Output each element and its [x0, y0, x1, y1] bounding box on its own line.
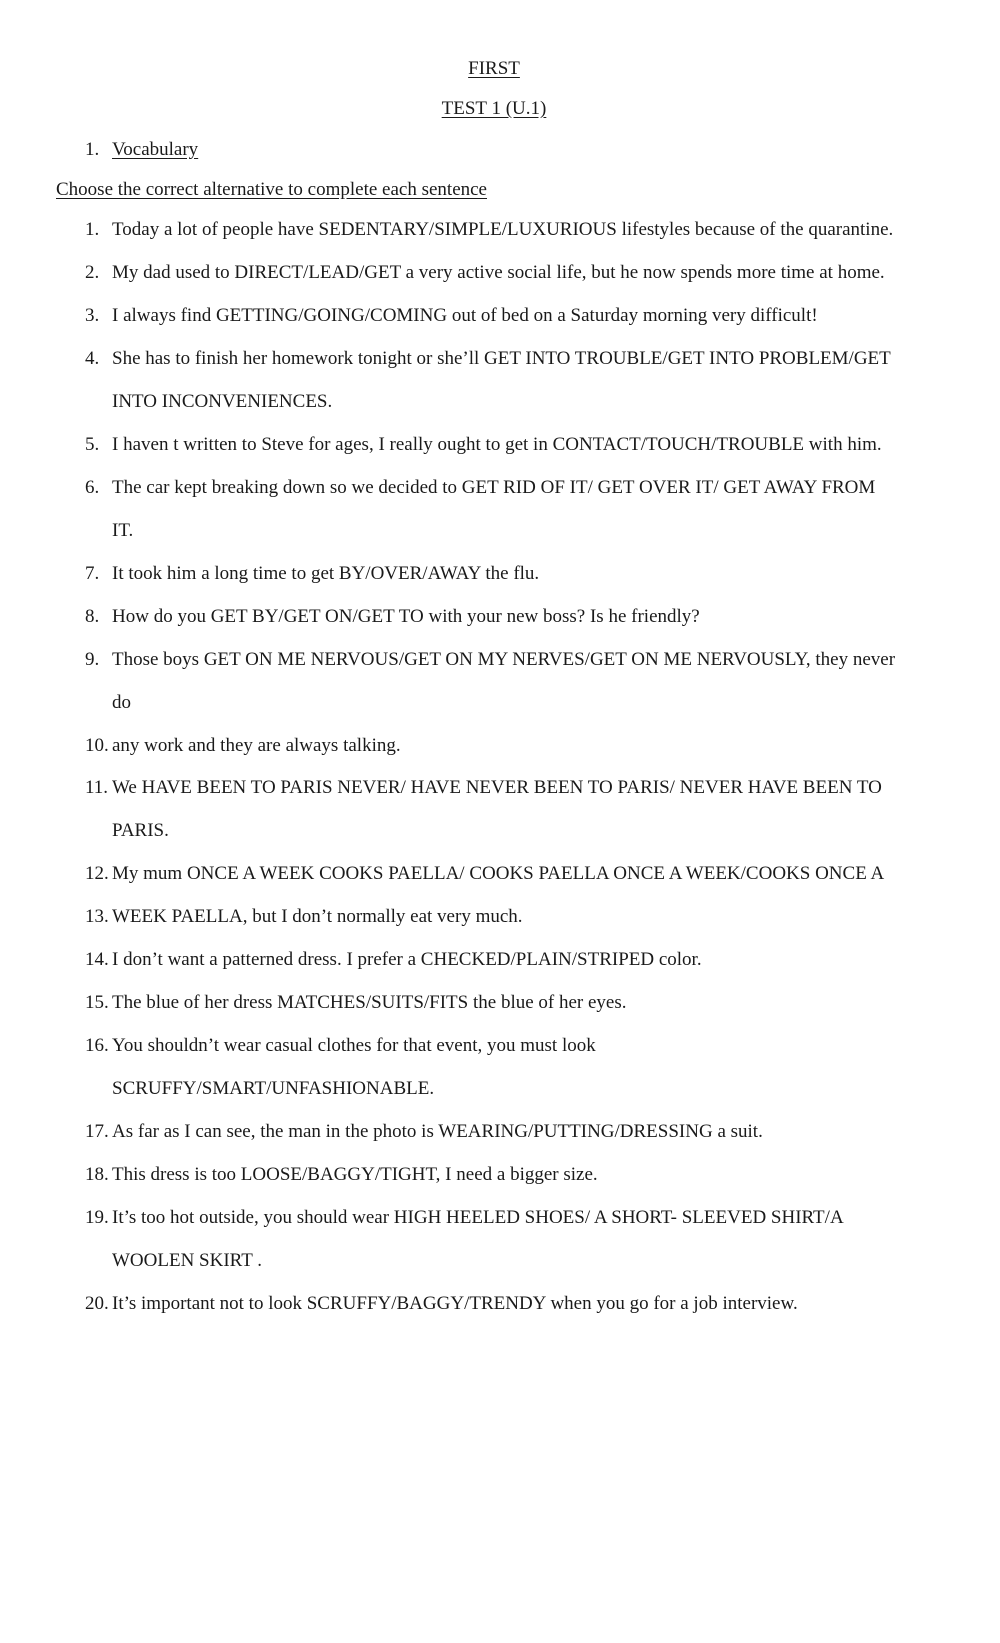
- item-text: Today a lot of people have SEDENTARY/SIMPLE/LUXURIOUS lifestyles because of the quarantine.: [112, 219, 894, 240]
- item-text: How do you GET BY/GET ON/GET TO with your new boss? Is he friendly?: [112, 606, 700, 627]
- item-text-continued: WOOLEN SKIRT .: [112, 1250, 262, 1271]
- item-text: My mum ONCE A WEEK COOKS PAELLA/ COOKS PAELLA ONCE A WEEK/COOKS ONCE A: [112, 863, 885, 884]
- item-text: You shouldn’t wear casual clothes for that event, you must look: [112, 1035, 596, 1056]
- item-number: 13.: [85, 906, 109, 927]
- item-text: It’s too hot outside, you should wear HIGH HEELED SHOES/ A SHORT- SLEEVED SHIRT/A: [112, 1207, 844, 1228]
- item-number: 2.: [85, 262, 100, 283]
- item-number: 1.: [85, 219, 100, 240]
- item-number: 18.: [85, 1164, 109, 1185]
- item-text: As far as I can see, the man in the photo is WEARING/PUTTING/DRESSING a suit.: [112, 1121, 763, 1142]
- item-text: It’s important not to look SCRUFFY/BAGGY/TRENDY when you go for a job interview.: [112, 1293, 798, 1314]
- item-text-continued: INTO INCONVENIENCES.: [112, 391, 333, 412]
- item-number: 6.: [85, 477, 100, 498]
- item-number: 7.: [85, 563, 100, 584]
- item-number: 10.: [85, 735, 109, 756]
- item-text: It took him a long time to get BY/OVER/AWAY the flu.: [112, 563, 540, 584]
- item-text: The blue of her dress MATCHES/SUITS/FITS the blue of her eyes.: [112, 992, 627, 1013]
- instruction: Choose the correct alternative to complete each sentence: [56, 179, 487, 200]
- section-number: 1.: [85, 139, 100, 160]
- item-number: 4.: [85, 348, 100, 369]
- item-text: Those boys GET ON ME NERVOUS/GET ON MY NERVES/GET ON ME NERVOUSLY, they never: [112, 649, 896, 670]
- item-number: 16.: [85, 1035, 109, 1056]
- item-number: 11.: [85, 777, 109, 798]
- item-number: 17.: [85, 1121, 109, 1142]
- test-subtitle: TEST 1 (U.1): [441, 98, 547, 119]
- item-number: 19.: [85, 1207, 109, 1228]
- item-text: I always find GETTING/GOING/COMING out of bed on a Saturday morning very difficult!: [112, 305, 818, 326]
- item-number: 5.: [85, 434, 100, 455]
- item-text: This dress is too LOOSE/BAGGY/TIGHT, I need a bigger size.: [112, 1164, 598, 1185]
- section-heading: Vocabulary: [112, 139, 199, 160]
- item-text-continued: IT.: [112, 520, 134, 541]
- item-text-continued: do: [112, 692, 131, 713]
- item-number: 9.: [85, 649, 100, 670]
- page-title: FIRST: [468, 58, 520, 79]
- item-text: She has to finish her homework tonight or she’ll GET INTO TROUBLE/GET INTO PROBLEM/GET: [112, 348, 891, 369]
- item-text: WEEK PAELLA, but I don’t normally eat very much.: [112, 906, 523, 927]
- item-number: 20.: [85, 1293, 109, 1314]
- item-text-continued: PARIS.: [112, 820, 169, 841]
- item-text: My dad used to DIRECT/LEAD/GET a very active social life, but he now spends more time at home.: [112, 262, 885, 283]
- item-text: I don’t want a patterned dress. I prefer a CHECKED/PLAIN/STRIPED color.: [112, 949, 702, 970]
- item-number: 14.: [85, 949, 109, 970]
- item-number: 3.: [85, 305, 100, 326]
- item-text: The car kept breaking down so we decided to GET RID OF IT/ GET OVER IT/ GET AWAY FROM: [112, 477, 876, 498]
- item-number: 8.: [85, 606, 100, 627]
- item-text: We HAVE BEEN TO PARIS NEVER/ HAVE NEVER BEEN TO PARIS/ NEVER HAVE BEEN TO: [112, 777, 882, 798]
- item-text-continued: SCRUFFY/SMART/UNFASHIONABLE.: [112, 1078, 435, 1099]
- item-number: 15.: [85, 992, 109, 1013]
- item-text: any work and they are always talking.: [112, 735, 401, 756]
- item-number: 12.: [85, 863, 109, 884]
- item-text: I haven t written to Steve for ages, I really ought to get in CONTACT/TOUCH/TROUBLE with him.: [112, 434, 882, 455]
